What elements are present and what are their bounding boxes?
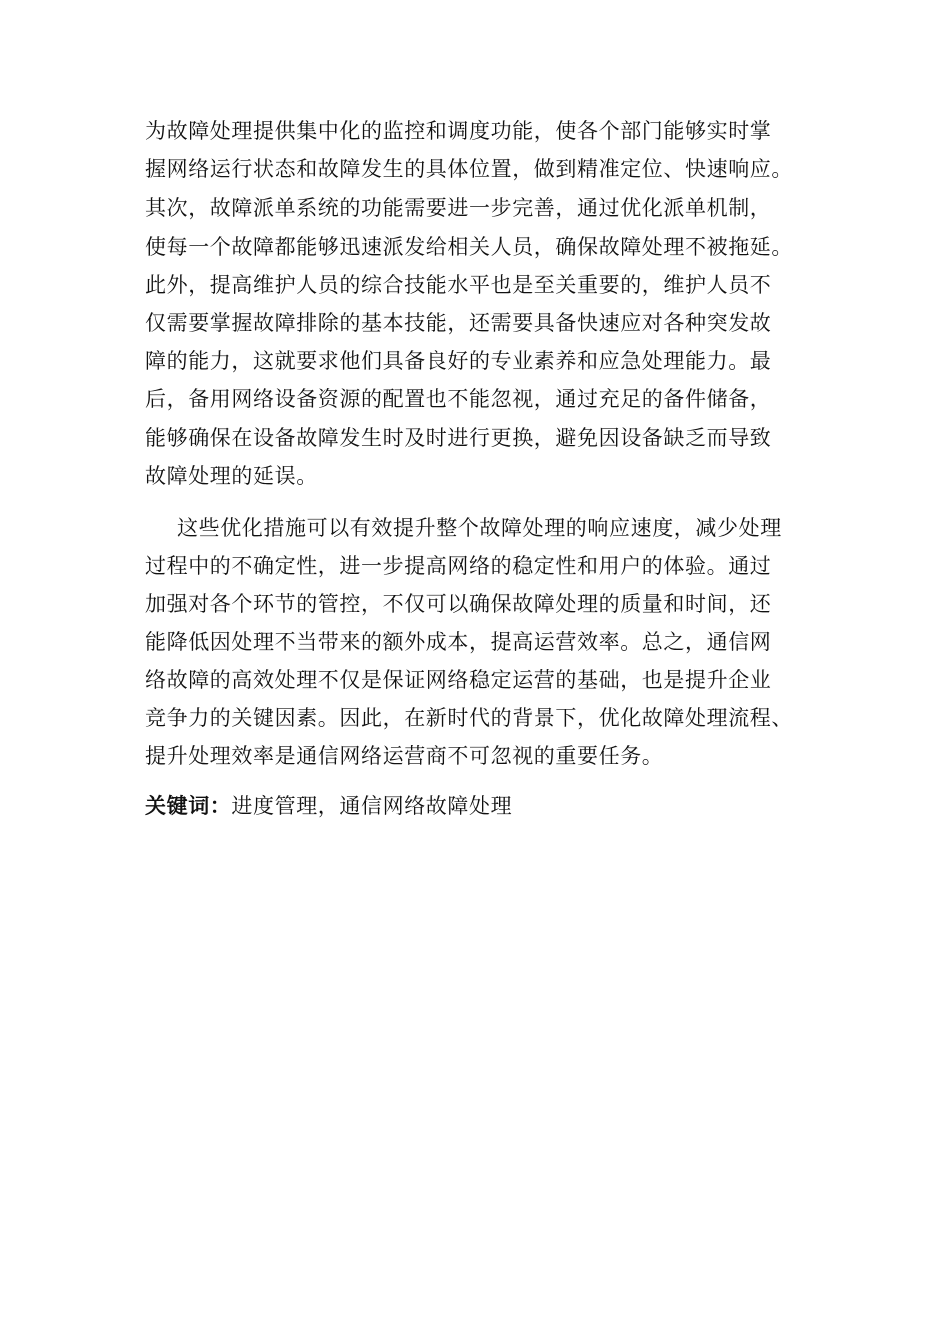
- paragraph-line: 使每一个故障都能够迅速派发给相关人员，确保故障处理不被拖延。: [145, 235, 793, 259]
- paragraph-line: 握网络运行状态和故障发生的具体位置，做到精准定位、快速响应。: [145, 157, 793, 181]
- paragraph-line: 障的能力，这就要求他们具备良好的专业素养和应急处理能力。最: [145, 349, 772, 373]
- paragraph-line: 提升处理效率是通信网络运营商不可忽视的重要任务。: [145, 744, 664, 768]
- paragraph-line: 此外，提高维护人员的综合技能水平也是至关重要的，维护人员不: [145, 273, 772, 297]
- paragraph-line: 过程中的不确定性，进一步提高网络的稳定性和用户的体验。通过: [145, 554, 772, 578]
- paragraph-line: 这些优化措施可以有效提升整个故障处理的响应速度，减少处理: [177, 516, 782, 540]
- paragraph-line: 其次，故障派单系统的功能需要进一步完善，通过优化派单机制，: [145, 196, 772, 220]
- paragraph-line: 故障处理的延误。: [145, 464, 318, 488]
- keywords-line: [145, 792, 512, 820]
- paragraph-line: 仅需要掌握故障排除的基本技能，还需要具备快速应对各种突发故: [145, 311, 772, 335]
- paragraph-line: 能降低因处理不当带来的额外成本，提高运营效率。总之，通信网: [145, 630, 772, 654]
- paragraph-line: 络故障的高效处理不仅是保证网络稳定运营的基础，也是提升企业: [145, 668, 772, 692]
- paragraph-line: 能够确保在设备故障发生时及时进行更换，避免因设备缺乏而导致: [145, 426, 772, 450]
- paragraph-line: 竞争力的关键因素。因此，在新时代的背景下，优化故障处理流程、: [145, 706, 793, 730]
- keywords-value: 进度管理，通信网络故障处理: [231, 794, 513, 818]
- paragraph-line: 为故障处理提供集中化的监控和调度功能，使各个部门能够实时掌: [145, 119, 772, 143]
- paragraph-line: 后，备用网络设备资源的配置也不能忽视，通过充足的备件储备，: [145, 387, 772, 411]
- keywords-label: 关键词：: [145, 794, 232, 818]
- paragraph-line: 加强对各个环节的管控，不仅可以确保故障处理的质量和时间，还: [145, 592, 772, 616]
